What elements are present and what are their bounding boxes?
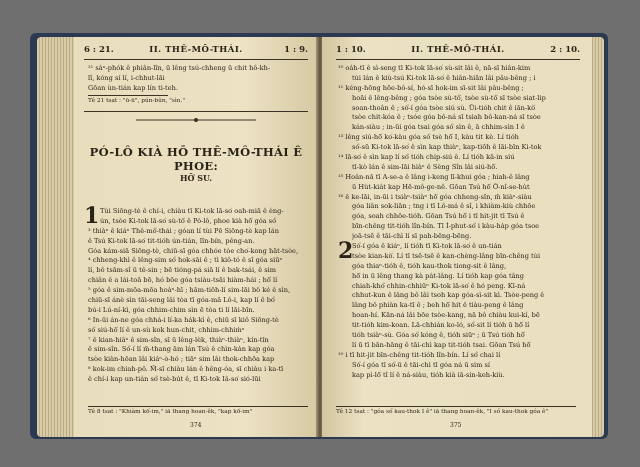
text-line: ū Hu̍t-kia̍t kap Hē-mô-ge-nê. Gōan Tsú hō͘ Ô͘-nî-se-hu̍t	[352, 182, 530, 191]
text-line: só͘-sū Ki-tok lā-so͘ ê sìn kap thiàⁿ, kap-tiōh ê lāi-bīn Ki-tok	[352, 143, 542, 152]
text-line: ⁴ chheng-khì ê lêng-sim só͘ hok-sāi ê ; tì kiô-tó ê sî góa siūⁿ	[88, 256, 283, 265]
text-line: ún, tsòe Ki-tok lā-so͘ sù-tô͘ ê Pó-lô, phoe kià hō͘ góa só͘	[100, 216, 277, 225]
text-line: ³ thiàⁿ ê kiáⁿ Thê-mô͘-thái ; góan lí tùi Pē Siōng-tè kap lán	[88, 226, 279, 235]
text-line: ê chí-i kap un-tián só͘ tsè-bu̍t ê, tī Ki-tok Iâ-so͘ sió-lūi	[88, 375, 261, 384]
left-running-header	[84, 45, 308, 59]
text-line: ¹⁴ lā-so͘ ê sìn kap lí só͘ tióh chip-siú ê. Lí tióh kā-in siú	[338, 153, 515, 162]
text-line: tùi lán ê kiù-tsú Ki-tok lā-so͘ ê hiân-hiān lâi pâu-bêng ; i	[352, 73, 536, 82]
left-bottom-footnote: Tê 8 tsat : "Khiàm kō͘-im," iā thang hoan-êk, "kap kō͘-im"	[88, 409, 253, 415]
text-line: ¹⁶ ê ke-lāi, in-ūi i tsiàⁿ-tsiàⁿ hō͘ góa chheng-sîn, m̄ kiàⁿ-siàu	[338, 192, 532, 201]
text-line: lâng bô phiàn ka-tī ê ; beh hō͘ hit ê tiàu-peng ê lâng	[352, 301, 524, 310]
text-line: lî, kóng sí lí, i-chhut-lāi	[88, 73, 165, 82]
text-line: góa liân sok-liān ; tng i tī Lô-má ê sî, i khiàm-kiù chhōe	[352, 202, 536, 211]
text-line: chhut-kun ê lâng bô lâi tsoh kap góa-sì-sit kì. Tsòe-peng ê	[352, 291, 545, 300]
text-line: tsòe kian-kò͘. Lí tī tsē-tsē ê kan-chèng-lâng bīn-chêng tùi	[352, 251, 541, 260]
left-header-ref-right: 1 : 9.	[284, 45, 308, 55]
text-line: Tùi Siōng-tè ê chí-i, chiàu tī Ki-tok lā-so͘ oah-miā ê èng-	[100, 207, 284, 215]
text-line: bú-i Lú-ní-kì, góa chhim-chim sìn ē tòa ti lí lāi-bīn.	[88, 305, 255, 314]
text-line: soan-thoân ê ; só͘-í góa tsòe siú sù. Ūi-tióh chit ê iān-kò͘	[352, 103, 536, 112]
text-line: lí ū tī bān-hāng ê tāi-chì kap tit-tióh tsai. Gōan Tsú hō͘	[352, 340, 531, 349]
text-line: lí, bô tsām-sî ū tê-sin ; bē tióng-pá siā lí ê bak-tsái, ê sim	[88, 266, 276, 275]
text-line: kap pì-lō͘ tî lí ê ná-siàu, tióh kià iā-sin-keh-kiù.	[352, 370, 505, 379]
section-title: HŌ͘ SU.	[179, 173, 213, 183]
header-rule	[84, 59, 308, 60]
right-body-text-2	[338, 242, 580, 380]
text-line: ¹³ lêng siú-hō͘ ko͘-kàu góa só͘ tsè hō͘ I, kàu tit kè. Lí tióh	[338, 133, 519, 142]
right-header-title: II. THÊ-MÔ-THÁI.	[411, 45, 505, 55]
left-header-ref-left: 6 : 21.	[84, 45, 114, 55]
text-line: Só͘-í góa tī só͘-ū ê tāi-chì tī góa ná ū sim sí	[352, 360, 490, 369]
text-line: ⁶ In-ūi án-ne góa chhá-i lí-ka ha̍k-kì ê, chiū sī kiô Siōng-tè	[88, 315, 279, 324]
text-line: chiah-khó͘ chhin-chhiūⁿ Ki-tok lā-so͘ ê hó peng. Kī-ná	[352, 281, 526, 290]
text-line: ¹⁰ oa̍h-tī ê sì-seng tī Ki-tok lā-so͘ sù-sit lâi ê, nā-sī hiân-kim	[338, 64, 531, 72]
text-line: tsòe kiàn-hōan lâi kia̍ⁿ-ò-hó ; tiāⁿ sim lâi thok-chhōa kap	[88, 355, 275, 364]
right-body-text	[338, 64, 580, 242]
text-line: bīn-chêng tit-tióh lîn-bín. Tī Í-phut-só͘ i kàu-ha̍p góa tsoe	[352, 222, 540, 231]
text-line: ¹¹ kéng-hōng hōe-bô-sí, hó-sī hok-im sī-sit lâi pâu-bêng ;	[338, 83, 524, 92]
left-top-text	[88, 64, 308, 94]
note-rule	[88, 95, 168, 96]
text-line: só͘ siú-hō͘ lí ê un-sù kok hun-chit, chhim-chhim̍ⁿ	[88, 325, 245, 334]
text-line: ê Tsú Ki-tok lā-so͘ tit-tióh ún-tián, lîn-bín, pêng-an.	[88, 236, 255, 245]
book-title: PÓ-LÔ KIÀ HŌ THÊ-MÔ-THÁI Ê PHOE:	[89, 145, 303, 173]
chapter-number: 1	[84, 203, 100, 229]
text-line: Góa kám-siā Siōng-tè, chiū-sī góa chhóe tòe cho͘-kong hāt-tsòe,	[88, 246, 299, 255]
text-line: hō͘ in ū lêng thang kà pa̍t-lâng. Lí tióh kap góa tâng	[352, 271, 524, 280]
right-page	[322, 37, 592, 437]
footnote-rule	[88, 406, 308, 407]
text-line: Gōan ùn-tián kap lín ti-teh.	[88, 83, 178, 92]
page-number: 374	[190, 422, 202, 429]
right-header-ref-left: 1 : 10.	[336, 45, 366, 55]
right-bottom-footnote: Tê 12 tsat : "góa só͘ kau-thok I ê" iā thang hoan-êk, "I só͘ kau-thok góa ê"	[336, 409, 549, 415]
text-line: góa thiaⁿ-tióh ê, tióh kau-thok tiong-sit ê lâng,	[352, 261, 507, 270]
left-header-title: II. THÊ-MÔ-THÁI.	[149, 45, 243, 55]
page-edges-right	[590, 37, 604, 437]
text-line: tī-kò lán ê sim-lāi hiàⁿ ê Sèng Sîn lâi siú-hō͘.	[352, 162, 498, 171]
left-body-text	[88, 207, 308, 385]
text-line: hoan-hí. Kān-ná lâi bōe tsòe-kang, nā bô chiàu kui-kí, bē	[352, 311, 540, 320]
header-rule	[336, 59, 580, 60]
text-line: kán-siàu ; in-ūi góa tsai góa só͘ sìn ê, ā chhim-sìn I ê	[352, 123, 525, 132]
left-page	[74, 37, 318, 437]
text-line: ⁷ ê kian-hiâⁿ ê sim-sîn, sī ū lêng-lèk, thiàⁿ-thiàⁿ, kín-tīn	[88, 335, 269, 344]
text-line: tit-tióh kim-koan. Lā-chhián ko-ló, só͘-sit lí tióh ū hō͘ lí	[352, 321, 530, 330]
text-line: ⁸ kok-im chiah-pô. M̄-sī chiàu lán ê hêng-óa, sī chiàu i ka-tī	[88, 365, 284, 374]
text-line: ¹⁵ Hoân-nā tī A-se-a ê lâng i-keng lī-khui góa ; hiah-ê lâng	[338, 172, 530, 181]
left-top-footnote: Tê 21 tsat : "ū-ū", pún-bûn, "sìn."	[88, 98, 185, 104]
text-line: chiân ê a lái-toā bō, hó bōe góa tsiàu-tsāi hiàm-hái ; hō͘ lí	[88, 276, 278, 285]
text-line: tióh tsiàⁿ-sù. Góa só͘ kóng ê, tióh siūⁿ ; ū Tsú tióh hō͘	[352, 331, 525, 340]
right-header-ref-right: 2 : 10.	[550, 45, 580, 55]
section-rule	[84, 111, 308, 112]
footnote-rule	[336, 406, 576, 407]
text-line: ²¹ sa̍ⁿ-pho̍k ê phiân-lîn, ū lêng tsú-chheng ū chit hô-kh-	[88, 64, 271, 72]
text-line: ¹⁰ i tī hit-jit bīn-chêng tit-tióh lîn-bín. Lí só͘ chai lí	[338, 350, 501, 359]
text-line: Só͘-í góa ê kiáⁿ, lí tióh tī Ki-tok lā-so͘ ê un-tián	[352, 242, 502, 250]
text-line: tsòe chit-kóa ê ; tsóe góa bô-ná sī tsiah bô-kan-ná sī tsòe	[352, 113, 541, 122]
page-number: 375	[450, 422, 462, 429]
text-line: chiū-sī ánè sìn tāi-seng lâi tòa tī góa-mā Lô-i, kap lí ê bó͘	[88, 296, 275, 305]
text-line: ⁵ góa ê sim-mōa-mōa hoa̍ⁿ-hī ; hām-tiōh-lí sim-lāi bô ké ê sìn,	[88, 286, 291, 295]
ornament-divider	[136, 117, 256, 123]
text-line: hoāi ê lêng-bêng ; góa tsòe sù-tô͘, tsòe sù-tô͘ sī tsòe siat-lip	[352, 93, 546, 102]
text-line: joā-tsē ê tāi-chì lí sī pah-bēng-bēng.	[352, 232, 472, 241]
page-edges-left	[37, 37, 77, 437]
chapter-number-2: 2	[338, 238, 354, 264]
right-running-header	[336, 45, 580, 59]
text-line: ê sim-sîn. Só͘-í lí m̄-thang ām lán Tsú ê chìn-kàn kap góa	[88, 345, 275, 354]
text-line: góa, soah chhōe-tióh. Gōan Tsú hō͘ i tī hit-jit tī Tsú ê	[352, 212, 525, 221]
